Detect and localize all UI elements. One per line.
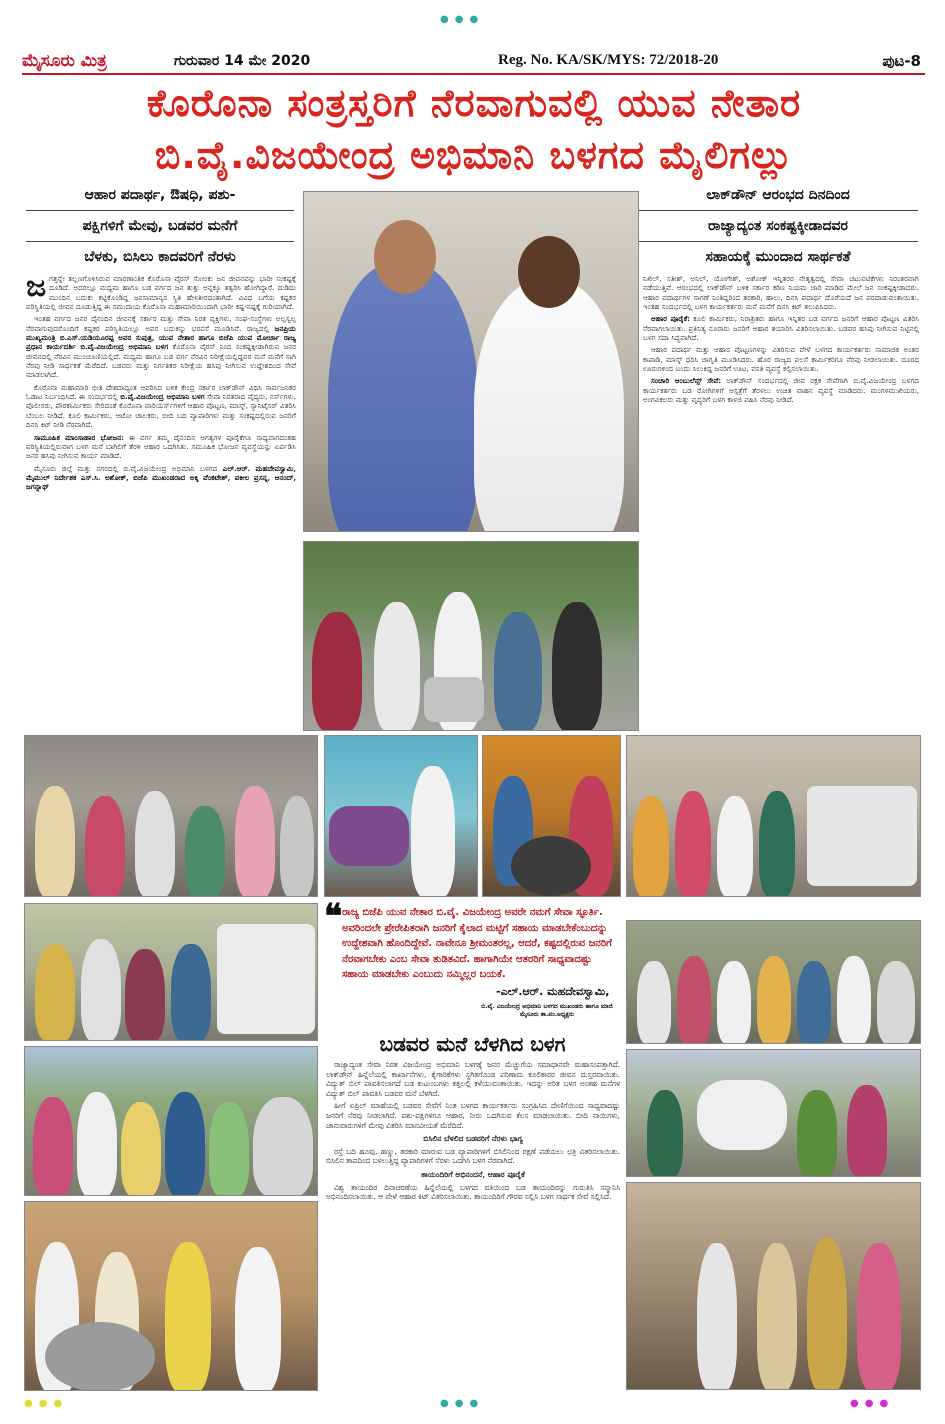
- registration-marks-top: ●●●: [440, 14, 485, 25]
- subhead-right-line-3: ಸಹಾಯಕ್ಕೆ ಮುಂದಾದ ಸಾರ್ಥಕತೆ: [705, 249, 851, 265]
- subhead-left-line-3: ಬೆಳಕು, ಬಿಸಿಲು ಕಾದವರಿಗೆ ನೆರಳು: [84, 249, 236, 265]
- masthead: [22, 50, 925, 74]
- registration-marks-right: ●●●: [850, 1398, 895, 1409]
- photo-women-with-van: [24, 903, 318, 1041]
- right-paragraph-3: ಆಹಾರ ಪದಾರ್ಥ ಮತ್ತು ಆಹಾರ ಪೊಟ್ಟಣಗಳನ್ನು ವಿತರಿಸುವ ವೇಳೆ ಬಳಗದ ಕಾರ್ಯಕರ್ತರು ಸಾಮಾಜಿಕ ಅಂತರ ಕಾಪಾಡಿ, ಮಾಸ್ಕ್ ಧರಿಸಿ ಜಾಗೃತಿ ಮೂಡಿಸಿದರು. ಹೊರ ರಾಜ್ಯದ ವಲಸೆ ಕಾರ್ಮಿಕರಿಗೂ ನೆರವು ನೀಡಲಾಯಿತು. ದೂರದ ಊರುಗಳಿಂದ ಬಂದು ಸಿಲುಕಿದ್ದ ಜನರಿಗೆ ಊಟ, ವಸತಿ ವ್ಯವಸ್ಥೆ ಕಲ್ಪಿಸಲಾಯಿತು.: [643, 345, 919, 374]
- registration-number: Reg. No. KA/SK/MYS: 72/2018-20: [498, 52, 719, 68]
- section2-text-column: [326, 1060, 620, 1390]
- photo-crowd-with-bags: [24, 1046, 318, 1196]
- subhead-left-line-1: ಆಹಾರ ಪದಾರ್ಥ, ಔಷಧಿ, ಪಶು-: [26, 180, 294, 211]
- left-paragraph-3-bold: ಬಿ.ವೈ.ವಿಜಯೇಂದ್ರ ಅಭಿಮಾನಿ ಬಳಗ: [120, 392, 205, 402]
- page-number: ಪುಟ-8: [882, 52, 921, 70]
- right-paragraph-4-bold: ಸಂಚಾರಿ ಆಂಬುಲೆನ್ಸ್ ಸೇವೆ:: [651, 376, 721, 386]
- left-paragraph-3: ಕೊರೊನಾ ಮಹಾಮಾರಿ ಭೀತಿ ದೇಶದಾದ್ಯಂತ ಆವರಿಸಿದ ಬಳಿಕ ಕೇಂದ್ರ ಸರ್ಕಾರ ಲಾಕ್‌ಡೌನ್ ವಿಧಿಸಿ ಸಾರ್ವಜನಿಕರ ಓಡಾಟ ನಿರ್ಬಂಧಿಸಿದೆ. ಈ ಸಂದರ್ಭದಲ್ಲಿ: [26, 382, 296, 402]
- photo-medical-aid: [324, 735, 478, 897]
- section2-paragraph-2: ಹೀಗೆ ಏಪ್ರಿಲ್ ಮಾಹೆಯಲ್ಲಿ ಬಡವರ ಸೇವೆಗೆ ನಿಂತ ಬಳಗದ ಕಾರ್ಯಕರ್ತರು ಸಂಗ್ರಹಿಸಿದ ದೇಣಿಗೆಯಿಂದ ಸಾಧ್ಯವಾದಷ್ಟು ಜನರಿಗೆ ನೆರವು ನೀಡಲಾಗಿದೆ. ಪಶು-ಪಕ್ಷಿಗಳಿಗೂ ಆಹಾರ, ನೀರು ಒದಗಿಸುವ ಕೆಲಸ ಮಾಡಲಾಯಿತು. ಬೀದಿ ನಾಯಿಗಳು, ಜಾನುವಾರುಗಳಿಗೆ ಮೇವು ವಿತರಿಸಿ ಮಾನವೀಯತೆ ಮೆರೆದಿದೆ.: [326, 1101, 620, 1130]
- subhead-right-line-2: ರಾಜ್ಯಾದ್ಯಂತ ಸಂಕಷ್ಟಕ್ಕೀಡಾದವರ: [638, 211, 918, 242]
- registration-marks-left: ●●●: [24, 1398, 69, 1409]
- article-right-column: [643, 274, 919, 730]
- quote-text: ರಾಜ್ಯ ಬಿಜೆಪಿ ಯುವ ನೇತಾರ ಬಿ.ವೈ. ವಿಜಯೇಂದ್ರ ಅವರೇ ನಮಗೆ ಸೇವಾ ಸ್ಫೂರ್ತಿ. ಅವರಿಂದಲೇ ಪ್ರೇರೇಪಿತರಾಗಿ ಜನರಿಗೆ ಕೈಲಾದ ಮಟ್ಟಿಗೆ ಸಹಾಯ ಮಾಡಬೇಕೆಂಬುದನ್ನು ಉದ್ದೇಶವಾಗಿ ಹೊಂದಿದ್ದೇವೆ. ನಾವೇನೂ ಶ್ರೀಮಂತರಲ್ಲ, ಆದರೆ, ಕಷ್ಟದಲ್ಲಿರುವ ಜನರಿಗೆ ನೆರವಾಗಬೇಕು ಎಂಬ ಸೇವಾ ತುಡಿತವಿದೆ. ಹಾಗಾಗಿಯೇ ಆತರರಿಗೆ ಸಾಧ್ಯವಾದಷ್ಟು ಸಹಾಯ ಮಾಡಬೇಕು ಎಂಬುದು ನಮ್ಮಿಲ್ಲರ ಬಯಕೆ.: [342, 907, 612, 980]
- left-paragraph-2-bold: ಜನಪ್ರಿಯ ಮುಖ್ಯಮಂತ್ರಿ ಬಿ.ಎಸ್.ಯಡಿಯೂರಪ್ಪ ಅವರ ಸುಪುತ್ರ, ಯುವ ನೇತಾರ ಹಾಗೂ ಬಿಜೆಪಿ ಯುವ ಮೋರ್ಚಾ ರಾಜ್ಯ ಪ್ರಧಾನ ಕಾರ್ಯದರ್ಶಿ ಬಿ.ವೈ.ವಿಜಯೇಂದ್ರ ಅಭಿಮಾನಿ ಬಳಗ: [26, 323, 296, 352]
- headline-line-2: ಬಿ.ವೈ.ವಿಜಯೇಂದ್ರ ಅಭಿಮಾನಿ ಬಳಗದ ಮೈಲಿಗಲ್ಲು: [154, 133, 794, 177]
- left-paragraph-5: ಮೈಸೂರು ಜಿಲ್ಲೆ ಮತ್ತು ನಗರದಲ್ಲಿ ಬಿ.ವೈ.ವಿಜಯೇಂದ್ರ ಅಭಿಮಾನಿ ಬಳಗದ: [34, 463, 218, 473]
- article-left-column: [26, 274, 296, 730]
- photo-food-distribution: [303, 541, 639, 731]
- right-paragraph-4: ಲಾಕ್‌ಡೌನ್ ಸಂದರ್ಭದಲ್ಲಿ ಜೀವ ರಕ್ಷಕ ಸೇವೆಗಾಗಿ ಬಿ.ವೈ.ವಿಜಯೇಂದ್ರ ಬಳಗದ ಕಾರ್ಯಕರ್ತರು ಬಡ ರೋಗಿಗಳಿಗೆ ಆಸ್ಪತ್ರೆಗೆ ತೆರಳಲು ಉಚಿತ ವಾಹನ ವ್ಯವಸ್ಥೆ ಮಾಡಿದರು. ಮಂಗಳಮುಖಿಯರು, ಅಂಗವಿಕಲರು ಮತ್ತು ವೃದ್ಧರಿಗೆ ಬಳಗ ಕಾಳಜಿ ವಹಿಸಿ ನೆರವು ನೀಡಿದೆ.: [643, 376, 919, 405]
- paper-name: ಮೈಸೂರು ಮಿತ್ರ: [22, 51, 107, 71]
- right-paragraph-1: ನಿಖಿಲ್, ಸತೀಶ್, ಅನಿಲ್, ಯೋಗೇಶ್, ಅಶೋಕ್ ಇನ್ನಿತರರ ನೇತೃತ್ವದಲ್ಲಿ ಸೇವಾ ಚಟುವಟಿಕೆಗಳು ನಿರಂತರವಾಗಿ ನಡೆಯುತ್ತಿವೆ. ಆರಂಭದಲ್ಲಿ ಲಾಕ್‌ಡೌನ್ ಬಳಿಕ ಸರ್ಕಾರ ಕಠಿಣ ನಿಯಮ ಜಾರಿ ಮಾಡಿದ ಮೇಲೆ ಜನ ಸಂಕಷ್ಟಕ್ಕೀಡಾದರು. ಆಹಾರ ಪದಾರ್ಥಗಳ ಸಾಗಣೆ ನಿಂತಿದ್ದರಿಂದ ತರಕಾರಿ, ಹಾಲು, ದಿನಸಿ ಪದಾರ್ಥ ದೊರೆಯದೆ ಜನ ಪರದಾಡುವಂತಾಯಿತು. ಇಂತಹ ಸಂದರ್ಭದಲ್ಲಿ ಬಳಗ ಕಾರ್ಯಕರ್ತರು ಮನೆ ಮನೆಗೆ ದಿನಸಿ ಕಿಟ್ ತಲುಪಿಸಿದರು.: [643, 274, 919, 312]
- section2-subhead-mothers: ತಾಯಂದಿರಿಗೆ ಅಭಿನಂದನೆ, ಆಹಾರ ಪೂರೈಕೆ: [421, 1169, 525, 1179]
- subhead-left-line-2: ಪಕ್ಷಿಗಳಿಗೆ ಮೇವು, ಬಡವರ ಮನೆಗೆ: [26, 211, 294, 242]
- section2-paragraph-4: ವಿಶ್ವ ತಾಯಂದಿರ ದಿನಾಚರಣೆಯ ಹಿನ್ನೆಲೆಯಲ್ಲಿ ಬಳಗದ ವತಿಯಿಂದ ಬಡ ತಾಯಂದಿರನ್ನು ಗುರುತಿಸಿ ಸನ್ಮಾನಿಸಿ ಅಭಿನಂದಿಸಲಾಯಿತು. ಆ ವೇಳೆ ಆಹಾರ ಕಿಟ್ ವಿತರಿಸಲಾಯಿತು. ತಾಯಂದಿರಿಗೆ ಗೌರವ ಸಲ್ಲಿಸಿ ಬಳಗ ಸಾರ್ಥಕ ಸೇವೆ ಸಲ್ಲಿಸಿದೆ.: [326, 1182, 620, 1202]
- right-paragraph-2-bold: ಆಹಾರ ಪೂರೈಕೆ:: [651, 314, 690, 324]
- subhead-left: [26, 180, 294, 272]
- photo-group-with-bags: [24, 735, 318, 897]
- subhead-right: [638, 180, 918, 272]
- section2-subhead-shade: ಬಿಸಿಲಿನ ಬೆಳಲಿದ ಬಡವರಿಗೆ ನೆರಳು ಭಾಗ್ಯ: [423, 1134, 523, 1144]
- photo-kit-distribution-van: [626, 735, 921, 897]
- left-paragraph-4: ಈ ವರ್ಗ ತಮ್ಮ ದೈನಂದಿನ ಆಗತ್ಯಗಳ ಪೂರೈಕೆಗೂ ಸಾಧ್ಯವಾಗದಂತಹ ಪರಿಸ್ಥಿತಿಯಲ್ಲಿರುವಾಗ ಬಳಗ ಮನೆ ಬಾಗಿಲಿಗೆ ತೆರಳಿ ಆಹಾರ ಒದಗಿಸಿತು. ಸಮೂಹಿಕ ಭೋಜನ ವ್ಯವಸ್ಥೆಯನ್ನು ಏರ್ಪಡಿಸಿ ಜನರ ಹಸಿವು ನೀಗಿಸುವ ಕಾರ್ಯ ಮಾಡಿದೆ.: [26, 432, 296, 461]
- left-paragraph-4-bold: ಸಾಮೂಹಿಕ ಮಾಂಸಾಹಾರ ಭೋಜನ:: [34, 432, 124, 442]
- quote-box: [324, 897, 621, 1027]
- section2-paragraph-3: ರಸ್ತೆ ಬದಿ ಹೂವು, ಹಣ್ಣು, ತರಕಾರಿ ಮಾರುವ ಬಡ ವ್ಯಾಪಾರಿಗಳಿಗೆ ಬಿಸಿಲಿನಿಂದ ರಕ್ಷಣೆ ಪಡೆಯಲು ಛತ್ರಿ ವಿತರಿಸಲಾಯಿತು. ಬಿಸಿಲಿನ ತಾಪದಿಂದ ಬಳಲುತ್ತಿದ್ದ ವ್ಯಾಪಾರಿಗಳಿಗೆ ನೆರಳು ಒದಗಿಸಿ ಬಳಗ ನೆರವಾಗಿದೆ.: [326, 1146, 620, 1166]
- dropcap: ಜ: [26, 274, 47, 304]
- photo-portrait-two-men: [303, 191, 639, 532]
- section2-paragraph-1: ರಾಜ್ಯಾದ್ಯಂತ ಸೇವಾ ನಿರತ ವಿಜಯೇಂದ್ರ ಅಭಿಮಾನಿ ಬಳಗಕ್ಕೆ ಜನರ ಮೆಚ್ಚುಗೆಯ ಸಮಾಧಾನವೇ ಮಹಾಸಂಪತ್ತಾಗಿದೆ. ಲಾಕ್‌ಡೌನ್ ಹಿನ್ನೆಲೆಯಲ್ಲಿ ಕಾರ್ಖಾನೆಗಳು, ಕೈಗಾರಿಕೆಗಳು ಸ್ಥಗಿತಗೊಂಡ ಪರಿಣಾಮ ಕೂಲಿಕಾರರ ಜೀವನ ದುಸ್ತರವಾಯಿತು. ವಿದ್ಯುತ್ ಬಿಲ್ ಪಾವತಿಸಲಾಗದೆ ಬಡ ಕುಟುಂಬಗಳು ಕತ್ತಲಲ್ಲಿ ಕಳೆಯುವಂತಾಯಿತು. ಇದನ್ನು ಅರಿತ ಬಳಗ ಅಂತಹ ಮನೆಗಳ ವಿದ್ಯುತ್ ಬಿಲ್ ಪಾವತಿಸಿ ಬಡವರ ಮನೆ ಬೆಳಗಿದೆ.: [326, 1060, 620, 1098]
- left-paragraph-2-rest: ಕೊರೊನಾ ವೈರಸ್ ನಿಂದ ಸಂಕಷ್ಟಕ್ಕೀಡಾಗಿರುವ ಜನರ ಜೀವನದಲ್ಲಿ ನೆರವಿನ ಮುಂಚೂಣಿಯಲ್ಲಿದೆ. ಮಧ್ಯಮ ಹಾಗೂ ಬಡ ವರ್ಗ ನೆರವಿನ ನಿರೀಕ್ಷೆಯಲ್ಲಿದ್ದವರ ಮನೆ ಮನೆಗೆ ಸಾಗಿ ನೆರವು ನೀಡಿ ಸಾರ್ಥಕತೆ ಮೆರೆದಿದೆ. ಬಡವರು ಮತ್ತು ನಿರ್ಗತಿಕರ ನಿರೀಕ್ಷೆಯ ಹಸಿವು ನೀಗಿಸುವ ಉದ್ದೇಶದಿಂದ ಸೇವೆ ಮಾಡಲಾಗಿದೆ.: [26, 342, 296, 380]
- left-paragraph-5-bold: ಎಲ್.ಆರ್. ಮಹದೇವಸ್ವಾಮಿ, ಮೈಮುಲ್ ನಿರ್ದೇಶಕ ಎಸ್.ಸಿ. ಅಶೋಕ್, ಬಿಜೆಪಿ ಮುಖಂಡರಾದ ಅಕ್ಕಿ ವೆಂಕಟೇಶ್, ಪಕೀಲ ಪ್ರಸನ್ನ, ಆನಂದ್, ಜಗನ್ನಾಥ್: [26, 463, 296, 492]
- photo-cooking-pot: [482, 735, 621, 897]
- issue-date: ಗುರುವಾರ 14 ಮೇ 2020: [174, 53, 311, 69]
- photo-fodder-for-horses: [626, 1049, 921, 1177]
- quote-signature: -ಎಲ್.ಆರ್. ಮಹದೇವಸ್ವಾಮಿ,: [496, 985, 610, 998]
- registration-marks-bottom: ●●●: [440, 1398, 485, 1409]
- photo-community-kitchen: [24, 1201, 318, 1391]
- headline-line-1: ಕೊರೊನಾ ಸಂತ್ರಸ್ತರಿಗೆ ನೆರವಾಗುವಲ್ಲಿ ಯುವ ನೇತಾರ: [146, 81, 802, 125]
- left-paragraph-1: ಗತ್ತನ್ನೇ ತಲ್ಲಣಗೊಳಿಸಿರುವ ಮಾರಣಾಂತಿಕ ಕೊರೊನಾ ವೈರಸ್ ಸೋಂಕು ಜನ ಜೀವನವನ್ನು ಭಾರೀ ಸಂಕಷ್ಟಕ್ಕೆ ದೂಡಿದೆ. ಅದರಲ್ಲೂ ಮಧ್ಯಮ ಹಾಗೂ ಬಡ ವರ್ಗದ ಜನ ತುತ್ತು ಅನ್ನಕ್ಕೂ ತತ್ವರಿಸಿ ಹೋಗಿದ್ದಾರೆ. ದುಡಿದು ಮುಂದಿನ ಬದುಕು ಕಟ್ಟಿಕೊಂಡಿದ್ದ ಜನಸಾಮಾನ್ಯರ ಸ್ಥಿತಿ ಹೇಳತೀರದಂತಾಗಿದೆ. ವಿವಿಧ ಬಗೆಯ ಕಷ್ಟಕರ ಪರಿಸ್ಥಿತಿಯಲ್ಲಿ ಜೀವನ ದೂಡುತ್ತಿದ್ದ ಈ ಸಮುದಾಯ ಕೊರೊನಾ ಮಹಾಮಾರಿಯಿಂದಾಗಿ ಭಾರೀ ಕಷ್ಟ-ನಷ್ಟಕ್ಕೆ ಗುರಿಯಾಗಿದೆ.: [26, 274, 296, 312]
- quote-mark-icon: ❝: [324, 897, 343, 937]
- left-paragraph-2: ಇಂತಹ ವರ್ಗದ ಜನರ ದೈನಂದಿನ ಜೀವನಕ್ಕೆ ಸರ್ಕಾರ ಮತ್ತು ಸೇವಾ ನಿರತ ವ್ಯಕ್ತಿಗಳು, ಸಂಘ-ಸಂಸ್ಥೆಗಳು ಅಲ್ಪಸ್ವಲ್ಪ ನೆರವಾಗುವುದರೊಂದಿಗೆ ಕಷ್ಟಕರ ಪರಿಸ್ಥಿತಿಯಲ್ಲೂ ಅವರ ಬದುಕನ್ನು ಭರವಸೆ ಮೂಡಿಸಿವೆ. ರಾಜ್ಯದಲ್ಲಿ: [26, 314, 296, 333]
- section-title-badavara-mane: ಬಡವರ ಮನೆ ಬೆಳಗಿದ ಬಳಗ: [379, 1032, 566, 1056]
- masthead-rule: [22, 73, 925, 75]
- right-paragraph-2: ಕೂಲಿ ಕಾರ್ಮಿಕರು, ನಿರಾಶ್ರಿತರು ಹಾಗೂ ಇನ್ನಿತರ ಬಡ ವರ್ಗದ ಜನರಿಗೆ ಆಹಾರ ಪೊಟ್ಟಣ ವಿತರಿಸಿ ನೆರವಾಗಲಾಯಿತು. ಪ್ರತಿನಿತ್ಯ ನೂರಾರು ಜನರಿಗೆ ಆಹಾರ ತಯಾರಿಸಿ ವಿತರಿಸಲಾಯಿತು. ಬಡವರ ಹಸಿವು ನೀಗಿಸುವ ನಿಟ್ಟಿನಲ್ಲಿ ಬಳಗ ಸದಾ ಸಿದ್ಧವಾಗಿದೆ.: [643, 314, 919, 343]
- quote-designation: ಬಿ.ವೈ. ವಿಜಯೇಂದ್ರ ಅಭಿಮಾನಿ ಬಳಗದ ಮುಖಂಡರು ಹಾಗೂ ಮಾಜಿ ಮೈಸೂರು ತಾ.ಪಂ.ಅಧ್ಯಕ್ಷರು: [481, 1003, 613, 1018]
- left-paragraph-3-rest: ಸೇವಾ ನಿರತರಾದ ವೈದ್ಯರು, ನರ್ಸ್‌ಗಳು, ಪೊಲೀಸರು, ಪೌರಕಾರ್ಮಿಕರು ಸೇರಿದಂತೆ ಕೊರೊನಾ ವಾರಿಯರ್ಸ್‌ಗಳಿಗೆ ಆಹಾರ ಪೊಟ್ಟಣ, ಮಾಸ್ಕ್, ಸ್ಯಾನಿಟೈಸರ್ ವಿತರಿಸಿ ಬೆಂಬಲ ನೀಡಿದೆ. ಕೂಲಿ ಕಾರ್ಮಿಕರು, ಆಟೋ ಚಾಲಕರು, ಬೀದಿ ಬದಿ ವ್ಯಾಪಾರಿಗಳು ಮತ್ತು ಸಂಕಷ್ಟದಲ್ಲಿರುವ ಜನರಿಗೆ ದಿನಸಿ ಕಿಟ್ ನೀಡಿ ನೆರವಾಗಿದೆ.: [26, 392, 296, 430]
- subhead-right-line-1: ಲಾಕ್‌ಡೌನ್ ಆರಂಭದ ದಿನದಿಂದ: [638, 180, 918, 211]
- photo-mothers-day-felicitation: [626, 1182, 921, 1390]
- photo-elderly-group: [626, 920, 921, 1044]
